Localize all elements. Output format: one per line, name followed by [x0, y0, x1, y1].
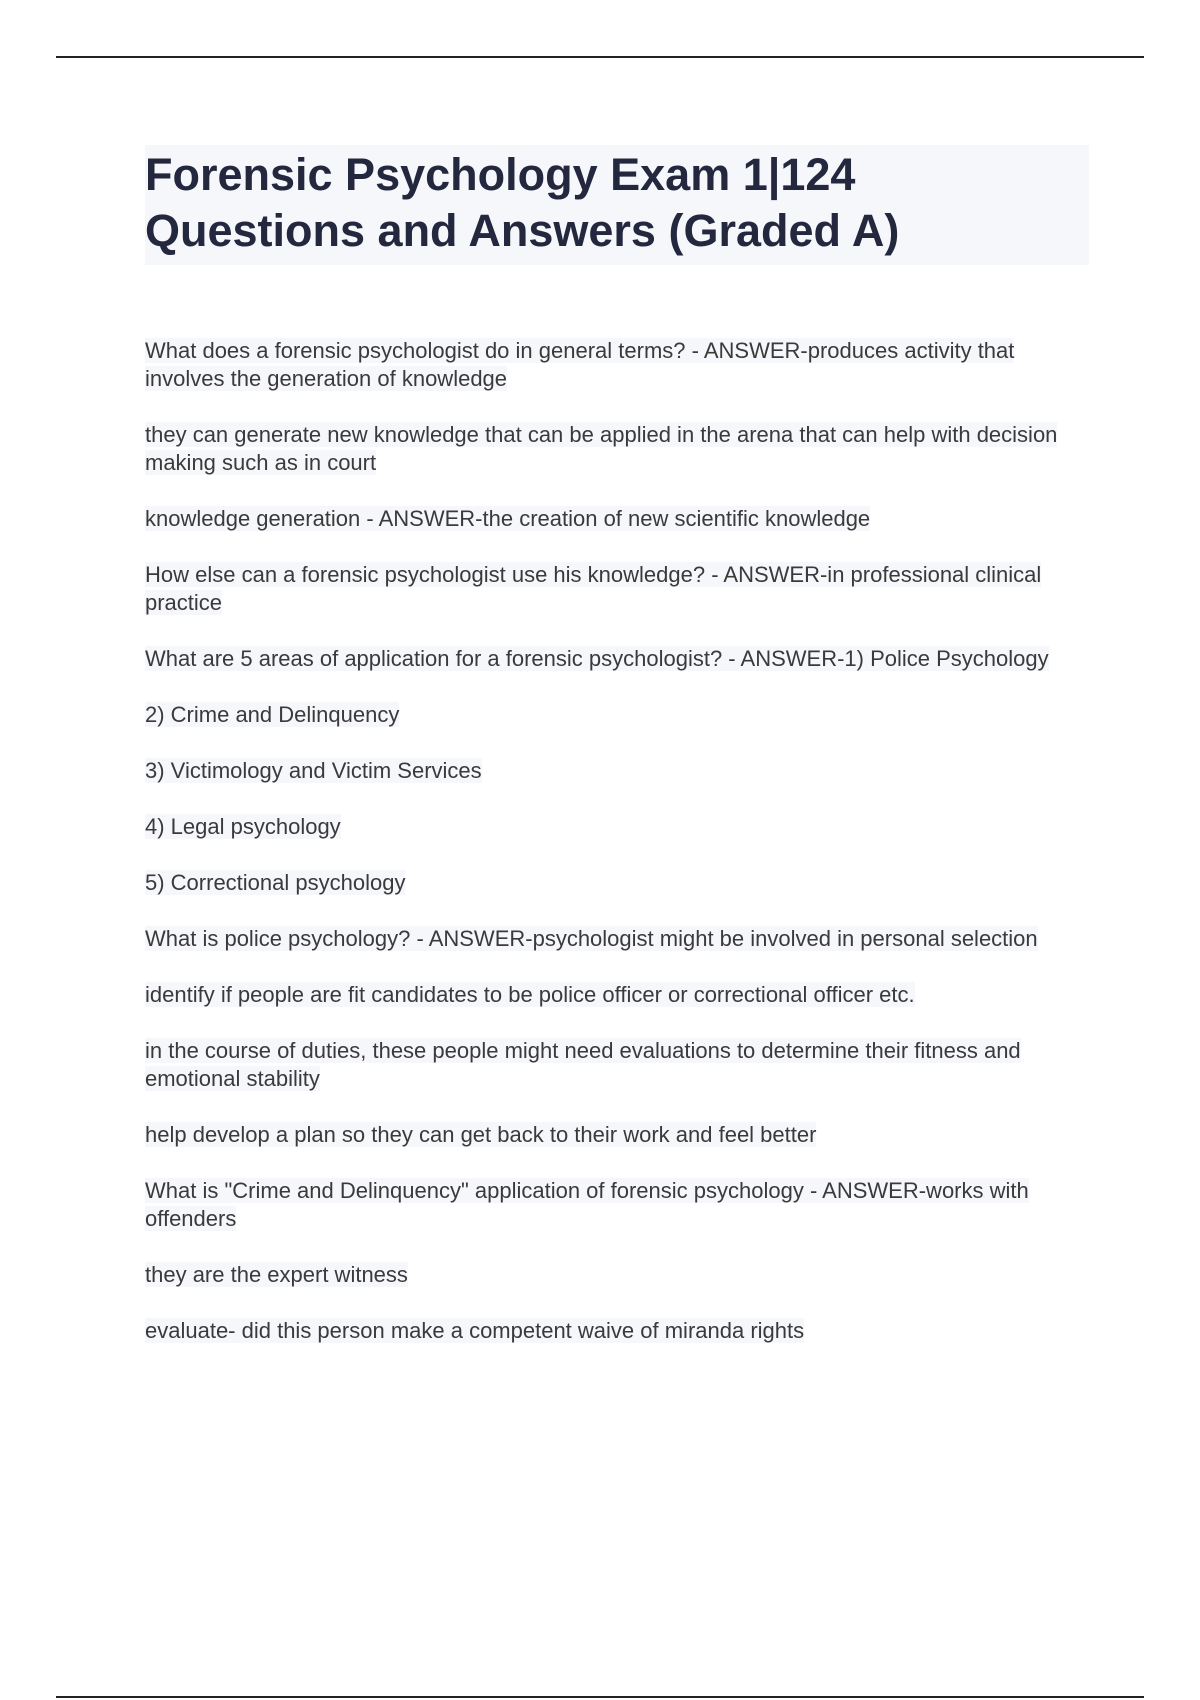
- paragraph: evaluate- did this person make a competent waive of miranda rights: [145, 1318, 805, 1343]
- paragraph: they can generate new knowledge that can be applied in the arena that can help with decision making such as in court: [145, 422, 1058, 475]
- paragraph: 5) Correctional psychology: [145, 870, 406, 895]
- page-title-line-2: Questions and Answers (Graded A): [145, 205, 900, 256]
- title-block: [145, 145, 1089, 265]
- bottom-divider: [56, 1696, 1144, 1698]
- paragraph: help develop a plan so they can get back to their work and feel better: [145, 1122, 817, 1147]
- page-title-line-1: Forensic Psychology Exam 1|124: [145, 149, 856, 200]
- paragraph: How else can a forensic psychologist use his knowledge? - ANSWER-in professional clinical practice: [145, 562, 1042, 615]
- paragraph: What are 5 areas of application for a forensic psychologist? - ANSWER-1) Police Psychology: [145, 646, 1049, 671]
- top-divider: [56, 56, 1144, 58]
- paragraph: in the course of duties, these people might need evaluations to determine their fitness and emotional stability: [145, 1038, 1021, 1091]
- document-body: [145, 337, 1089, 1373]
- paragraph: identify if people are fit candidates to be police officer or correctional officer etc.: [145, 982, 915, 1007]
- paragraph: What does a forensic psychologist do in general terms? - ANSWER-produces activity that involves the generation of knowledge: [145, 338, 1015, 391]
- paragraph: 2) Crime and Delinquency: [145, 702, 400, 727]
- page-title: [145, 147, 1089, 259]
- paragraph: 3) Victimology and Victim Services: [145, 758, 482, 783]
- paragraph: knowledge generation - ANSWER-the creation of new scientific knowledge: [145, 506, 871, 531]
- paragraph: 4) Legal psychology: [145, 814, 341, 839]
- paragraph: they are the expert witness: [145, 1262, 408, 1287]
- paragraph: What is "Crime and Delinquency" application of forensic psychology - ANSWER-works with offenders: [145, 1178, 1029, 1231]
- paragraph: What is police psychology? - ANSWER-psychologist might be involved in personal selection: [145, 926, 1038, 951]
